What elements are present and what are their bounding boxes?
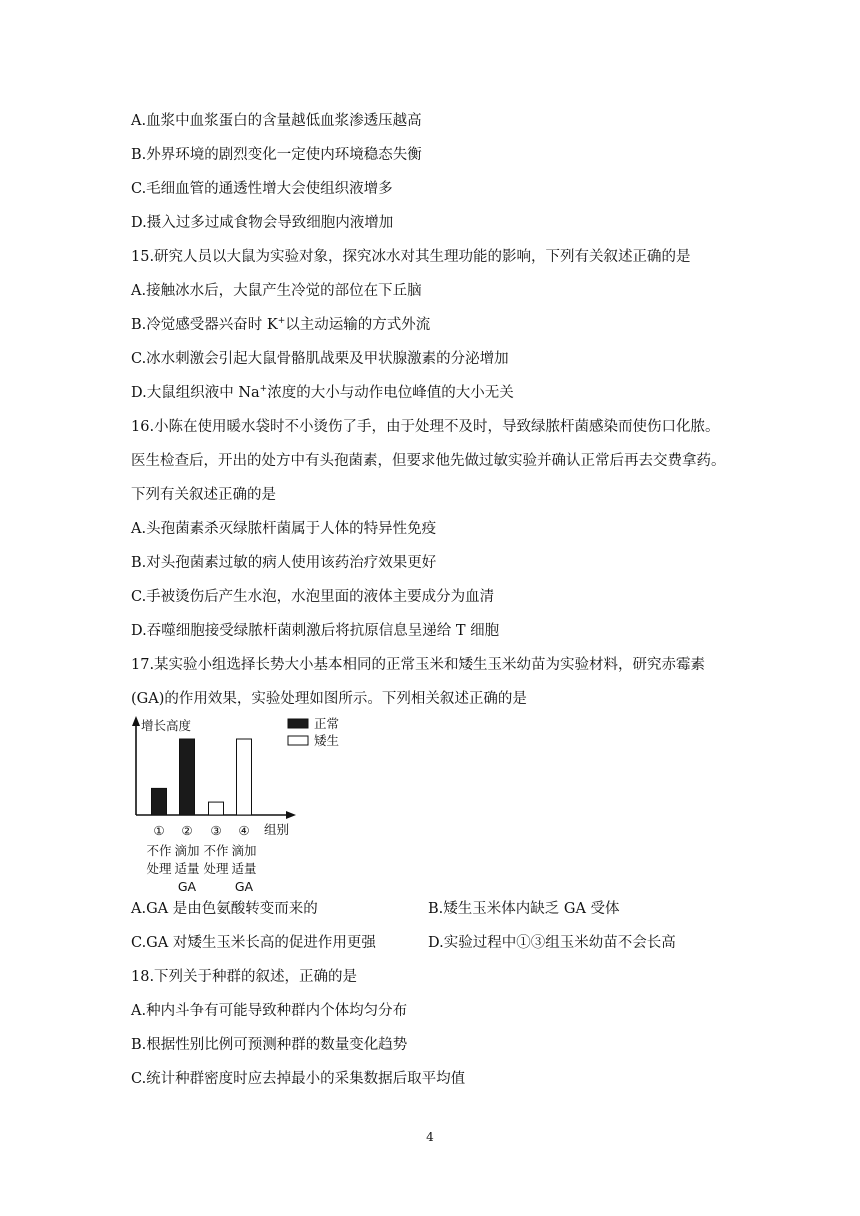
q17-stem-line-1: 17.某实验小组选择长势大小基本相同的正常玉米和矮生玉米幼苗为实验材料，研究赤霉素 [131,657,706,673]
treatment-label-2-3: GA [177,879,197,894]
q14-option-a: A.血浆中血浆蛋白的含量越低血浆渗透压越高 [131,113,422,129]
q17-option-c: C.GA 对矮生玉米长高的促进作用更强 [131,935,376,951]
treatment-label-2-2: 适量 [174,861,200,876]
q17-option-a: A.GA 是由色氨酸转变而来的 [131,901,318,917]
legend-label-normal: 正常 [314,716,340,731]
q15-option-a: A.接触冰水后，大鼠产生冷觉的部位在下丘脑 [131,283,422,299]
q17-option-b: B.矮生玉米体内缺乏 GA 受体 [428,901,620,917]
category-label-2: ② [181,823,193,838]
legend-swatch-normal [288,719,308,728]
page-number: 4 [426,1130,434,1144]
q16-option-c: C.手被烫伤后产生水泡，水泡里面的液体主要成分为血清 [131,589,495,605]
gibberellin-bar-chart [124,714,384,896]
q18-option-b: B.根据性别比例可预测种群的数量变化趋势 [131,1037,408,1053]
category-label-3: ③ [210,823,222,838]
q18-option-c: C.统计种群密度时应去掉最小的采集数据后取平均值 [131,1071,466,1087]
q15-stem: 15.研究人员以大鼠为实验对象，探究冰水对其生理功能的影响，下列有关叙述正确的是 [131,249,691,265]
chart-svg [124,714,384,896]
q16-stem-line-1: 16.小陈在使用暖水袋时不小烫伤了手，由于处理不及时，导致绿脓杆菌感染而使伤口化脓。 [131,419,720,435]
treatment-label-1-1: 不作 [146,843,172,858]
y-axis-label: 增长高度 [141,718,192,733]
treatment-label-4-2: 适量 [231,861,257,876]
q14-option-d: D.摄入过多过咸食物会导致细胞内液增加 [131,215,394,231]
x-axis-label: 组别 [264,822,290,837]
q17-stem-line-2: (GA)的作用效果，实验处理如图所示。下列相关叙述正确的是 [131,691,527,707]
treatment-label-4-3: GA [234,879,254,894]
q17-option-d: D.实验过程中①③组玉米幼苗不会长高 [428,935,676,951]
q16-stem-line-3: 下列有关叙述正确的是 [131,487,276,503]
q16-stem-line-2: 医生检查后，开出的处方中有头孢菌素，但要求他先做过敏实验并确认正常后再去交费拿药。 [131,453,726,469]
q14-option-b: B.外界环境的剧烈变化一定使内环境稳态失衡 [131,147,422,163]
q18-option-a: A.种内斗争有可能导致种群内个体均匀分布 [131,1003,408,1019]
q18-stem: 18.下列关于种群的叙述，正确的是 [131,969,358,985]
treatment-label-1-2: 处理 [146,861,172,876]
q15-option-b: B.冷觉感受器兴奋时 K+以主动运输的方式外流 [131,316,431,333]
category-label-4: ④ [238,823,250,838]
bar-group-2 [180,739,195,815]
treatment-label-2-1: 滴加 [174,843,200,858]
bar-group-1 [152,788,167,815]
y-axis-arrow [132,716,140,726]
treatment-label-3-1: 不作 [203,843,229,858]
q14-option-c: C.毛细血管的通透性增大会使组织液增多 [131,181,393,197]
q16-option-a: A.头孢菌素杀灭绿脓杆菌属于人体的特异性免疫 [131,521,437,537]
q15-option-d: D.大鼠组织液中 Na+浓度的大小与动作电位峰值的大小无关 [131,384,514,401]
q16-option-d: D.吞噬细胞接受绿脓杆菌刺激后将抗原信息呈递给 T 细胞 [131,623,500,639]
treatment-label-4-1: 滴加 [231,843,257,858]
treatment-label-3-2: 处理 [203,861,229,876]
bar-group-4 [237,739,252,815]
legend-swatch-dwarf [288,736,308,745]
legend-label-dwarf: 矮生 [314,733,340,748]
q15-option-c: C.冰水刺激会引起大鼠骨骼肌战栗及甲状腺激素的分泌增加 [131,351,509,367]
x-axis-arrow [286,811,296,819]
q16-option-b: B.对头孢菌素过敏的病人使用该药治疗效果更好 [131,555,437,571]
bar-group-3 [209,802,224,815]
category-label-1: ① [153,823,165,838]
